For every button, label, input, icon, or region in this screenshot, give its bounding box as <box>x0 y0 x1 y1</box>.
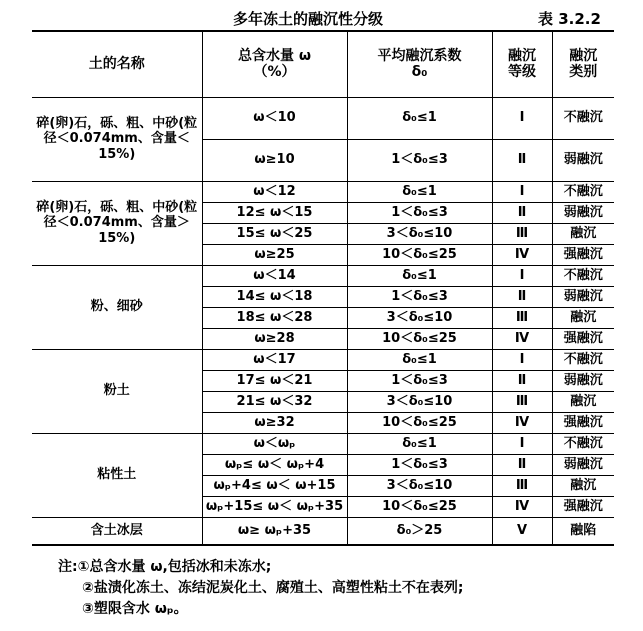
table-row <box>32 265 614 286</box>
header-grade: 融沉 等级 <box>492 31 552 97</box>
coef-cell: 3＜δ₀≤10 <box>347 223 492 244</box>
type-cell: 融沉 <box>552 391 614 412</box>
water-cell: 14≤ ω＜18 <box>202 286 347 307</box>
coef-cell: δ₀＞25 <box>347 517 492 545</box>
table-number: 表 3.2.2 <box>538 10 601 28</box>
soil-name-cell: 碎(卵)石，砾、粗、中砂(粒径＜0.074mm、含量＞15%) <box>32 181 202 265</box>
coef-cell: 1＜δ₀≤3 <box>347 454 492 475</box>
table-row <box>32 349 614 370</box>
type-cell: 融陷 <box>552 517 614 545</box>
type-cell: 融沉 <box>552 307 614 328</box>
type-cell: 融沉 <box>552 475 614 496</box>
water-cell: ωₚ+4≤ ω＜ ω+15 <box>202 475 347 496</box>
coef-cell: 3＜δ₀≤10 <box>347 475 492 496</box>
table-caption <box>0 8 643 30</box>
header-soil: 土的名称 <box>32 31 202 97</box>
coef-cell: 10＜δ₀≤25 <box>347 328 492 349</box>
grade-cell: Ⅰ <box>492 265 552 286</box>
water-cell: ω＜12 <box>202 181 347 202</box>
type-cell: 弱融沉 <box>552 454 614 475</box>
coef-cell: δ₀≤1 <box>347 433 492 454</box>
grade-cell: Ⅰ <box>492 181 552 202</box>
soil-name-cell: 粉土 <box>32 349 202 433</box>
grade-cell: Ⅳ <box>492 328 552 349</box>
frost-heave-classification-table <box>32 30 614 546</box>
type-cell: 强融沉 <box>552 244 614 265</box>
table-row <box>32 181 614 202</box>
grade-cell: Ⅲ <box>492 475 552 496</box>
coef-cell: 1＜δ₀≤3 <box>347 202 492 223</box>
grade-cell: Ⅳ <box>492 496 552 517</box>
grade-cell: Ⅱ <box>492 454 552 475</box>
grade-cell: Ⅴ <box>492 517 552 545</box>
coef-cell: 1＜δ₀≤3 <box>347 370 492 391</box>
grade-cell: Ⅲ <box>492 223 552 244</box>
note-2: ②盐渍化冻土、冻结泥炭化土、腐殖土、高塑性粘土不在表列; <box>82 580 464 596</box>
water-cell: ω≥28 <box>202 328 347 349</box>
grade-cell: Ⅰ <box>492 349 552 370</box>
grade-cell: Ⅱ <box>492 286 552 307</box>
coef-cell: δ₀≤1 <box>347 97 492 139</box>
header-type: 融沉 类别 <box>552 31 614 97</box>
soil-name-cell: 含土冰层 <box>32 517 202 545</box>
water-cell: ω≥32 <box>202 412 347 433</box>
header-water-content: 总含水量 ω （%） <box>202 31 347 97</box>
type-cell: 不融沉 <box>552 265 614 286</box>
coef-cell: 10＜δ₀≤25 <box>347 496 492 517</box>
water-cell: ω＜14 <box>202 265 347 286</box>
table-body <box>32 97 614 545</box>
coef-cell: δ₀≤1 <box>347 349 492 370</box>
water-cell: ω＜ωₚ <box>202 433 347 454</box>
type-cell: 融沉 <box>552 223 614 244</box>
water-cell: ωₚ+15≤ ω＜ ωₚ+35 <box>202 496 347 517</box>
coef-cell: 3＜δ₀≤10 <box>347 391 492 412</box>
header-row <box>32 31 614 97</box>
type-cell: 不融沉 <box>552 97 614 139</box>
coef-cell: 1＜δ₀≤3 <box>347 139 492 181</box>
type-cell: 弱融沉 <box>552 139 614 181</box>
type-cell: 弱融沉 <box>552 202 614 223</box>
water-cell: 12≤ ω＜15 <box>202 202 347 223</box>
water-cell: ω≥10 <box>202 139 347 181</box>
coef-cell: 10＜δ₀≤25 <box>347 412 492 433</box>
water-cell: ωₚ≤ ω＜ ωₚ+4 <box>202 454 347 475</box>
coef-cell: δ₀≤1 <box>347 265 492 286</box>
water-cell: 21≤ ω＜32 <box>202 391 347 412</box>
type-cell: 弱融沉 <box>552 370 614 391</box>
soil-name-cell: 粉、细砂 <box>32 265 202 349</box>
note-1: 注:①总含水量 ω,包括冰和未冻水; <box>58 559 272 575</box>
type-cell: 弱融沉 <box>552 286 614 307</box>
coef-cell: δ₀≤1 <box>347 181 492 202</box>
table-notes <box>58 557 463 620</box>
grade-cell: Ⅳ <box>492 244 552 265</box>
water-cell: ω≥ ωₚ+35 <box>202 517 347 545</box>
coef-cell: 3＜δ₀≤10 <box>347 307 492 328</box>
table-row <box>32 97 614 139</box>
grade-cell: Ⅲ <box>492 307 552 328</box>
water-cell: 17≤ ω＜21 <box>202 370 347 391</box>
type-cell: 强融沉 <box>552 412 614 433</box>
table-row <box>32 433 614 454</box>
water-cell: ω≥25 <box>202 244 347 265</box>
coef-cell: 1＜δ₀≤3 <box>347 286 492 307</box>
grade-cell: Ⅱ <box>492 202 552 223</box>
table-row <box>32 517 614 545</box>
header-coefficient: 平均融沉系数 δ₀ <box>347 31 492 97</box>
water-cell: ω＜17 <box>202 349 347 370</box>
grade-cell: Ⅰ <box>492 433 552 454</box>
grade-cell: Ⅲ <box>492 391 552 412</box>
type-cell: 不融沉 <box>552 433 614 454</box>
table-title: 多年冻土的融沉性分级 <box>233 10 384 28</box>
type-cell: 不融沉 <box>552 181 614 202</box>
note-3: ③塑限含水 ωₚ。 <box>82 601 188 617</box>
type-cell: 不融沉 <box>552 349 614 370</box>
type-cell: 强融沉 <box>552 328 614 349</box>
grade-cell: Ⅰ <box>492 97 552 139</box>
water-cell: 18≤ ω＜28 <box>202 307 347 328</box>
type-cell: 强融沉 <box>552 496 614 517</box>
coef-cell: 10＜δ₀≤25 <box>347 244 492 265</box>
grade-cell: Ⅱ <box>492 139 552 181</box>
water-cell: ω＜10 <box>202 97 347 139</box>
soil-name-cell: 碎(卵)石，砾、粗、中砂(粒径＜0.074mm、含量＜15%) <box>32 97 202 181</box>
water-cell: 15≤ ω＜25 <box>202 223 347 244</box>
grade-cell: Ⅱ <box>492 370 552 391</box>
grade-cell: Ⅳ <box>492 412 552 433</box>
soil-name-cell: 粘性土 <box>32 433 202 517</box>
